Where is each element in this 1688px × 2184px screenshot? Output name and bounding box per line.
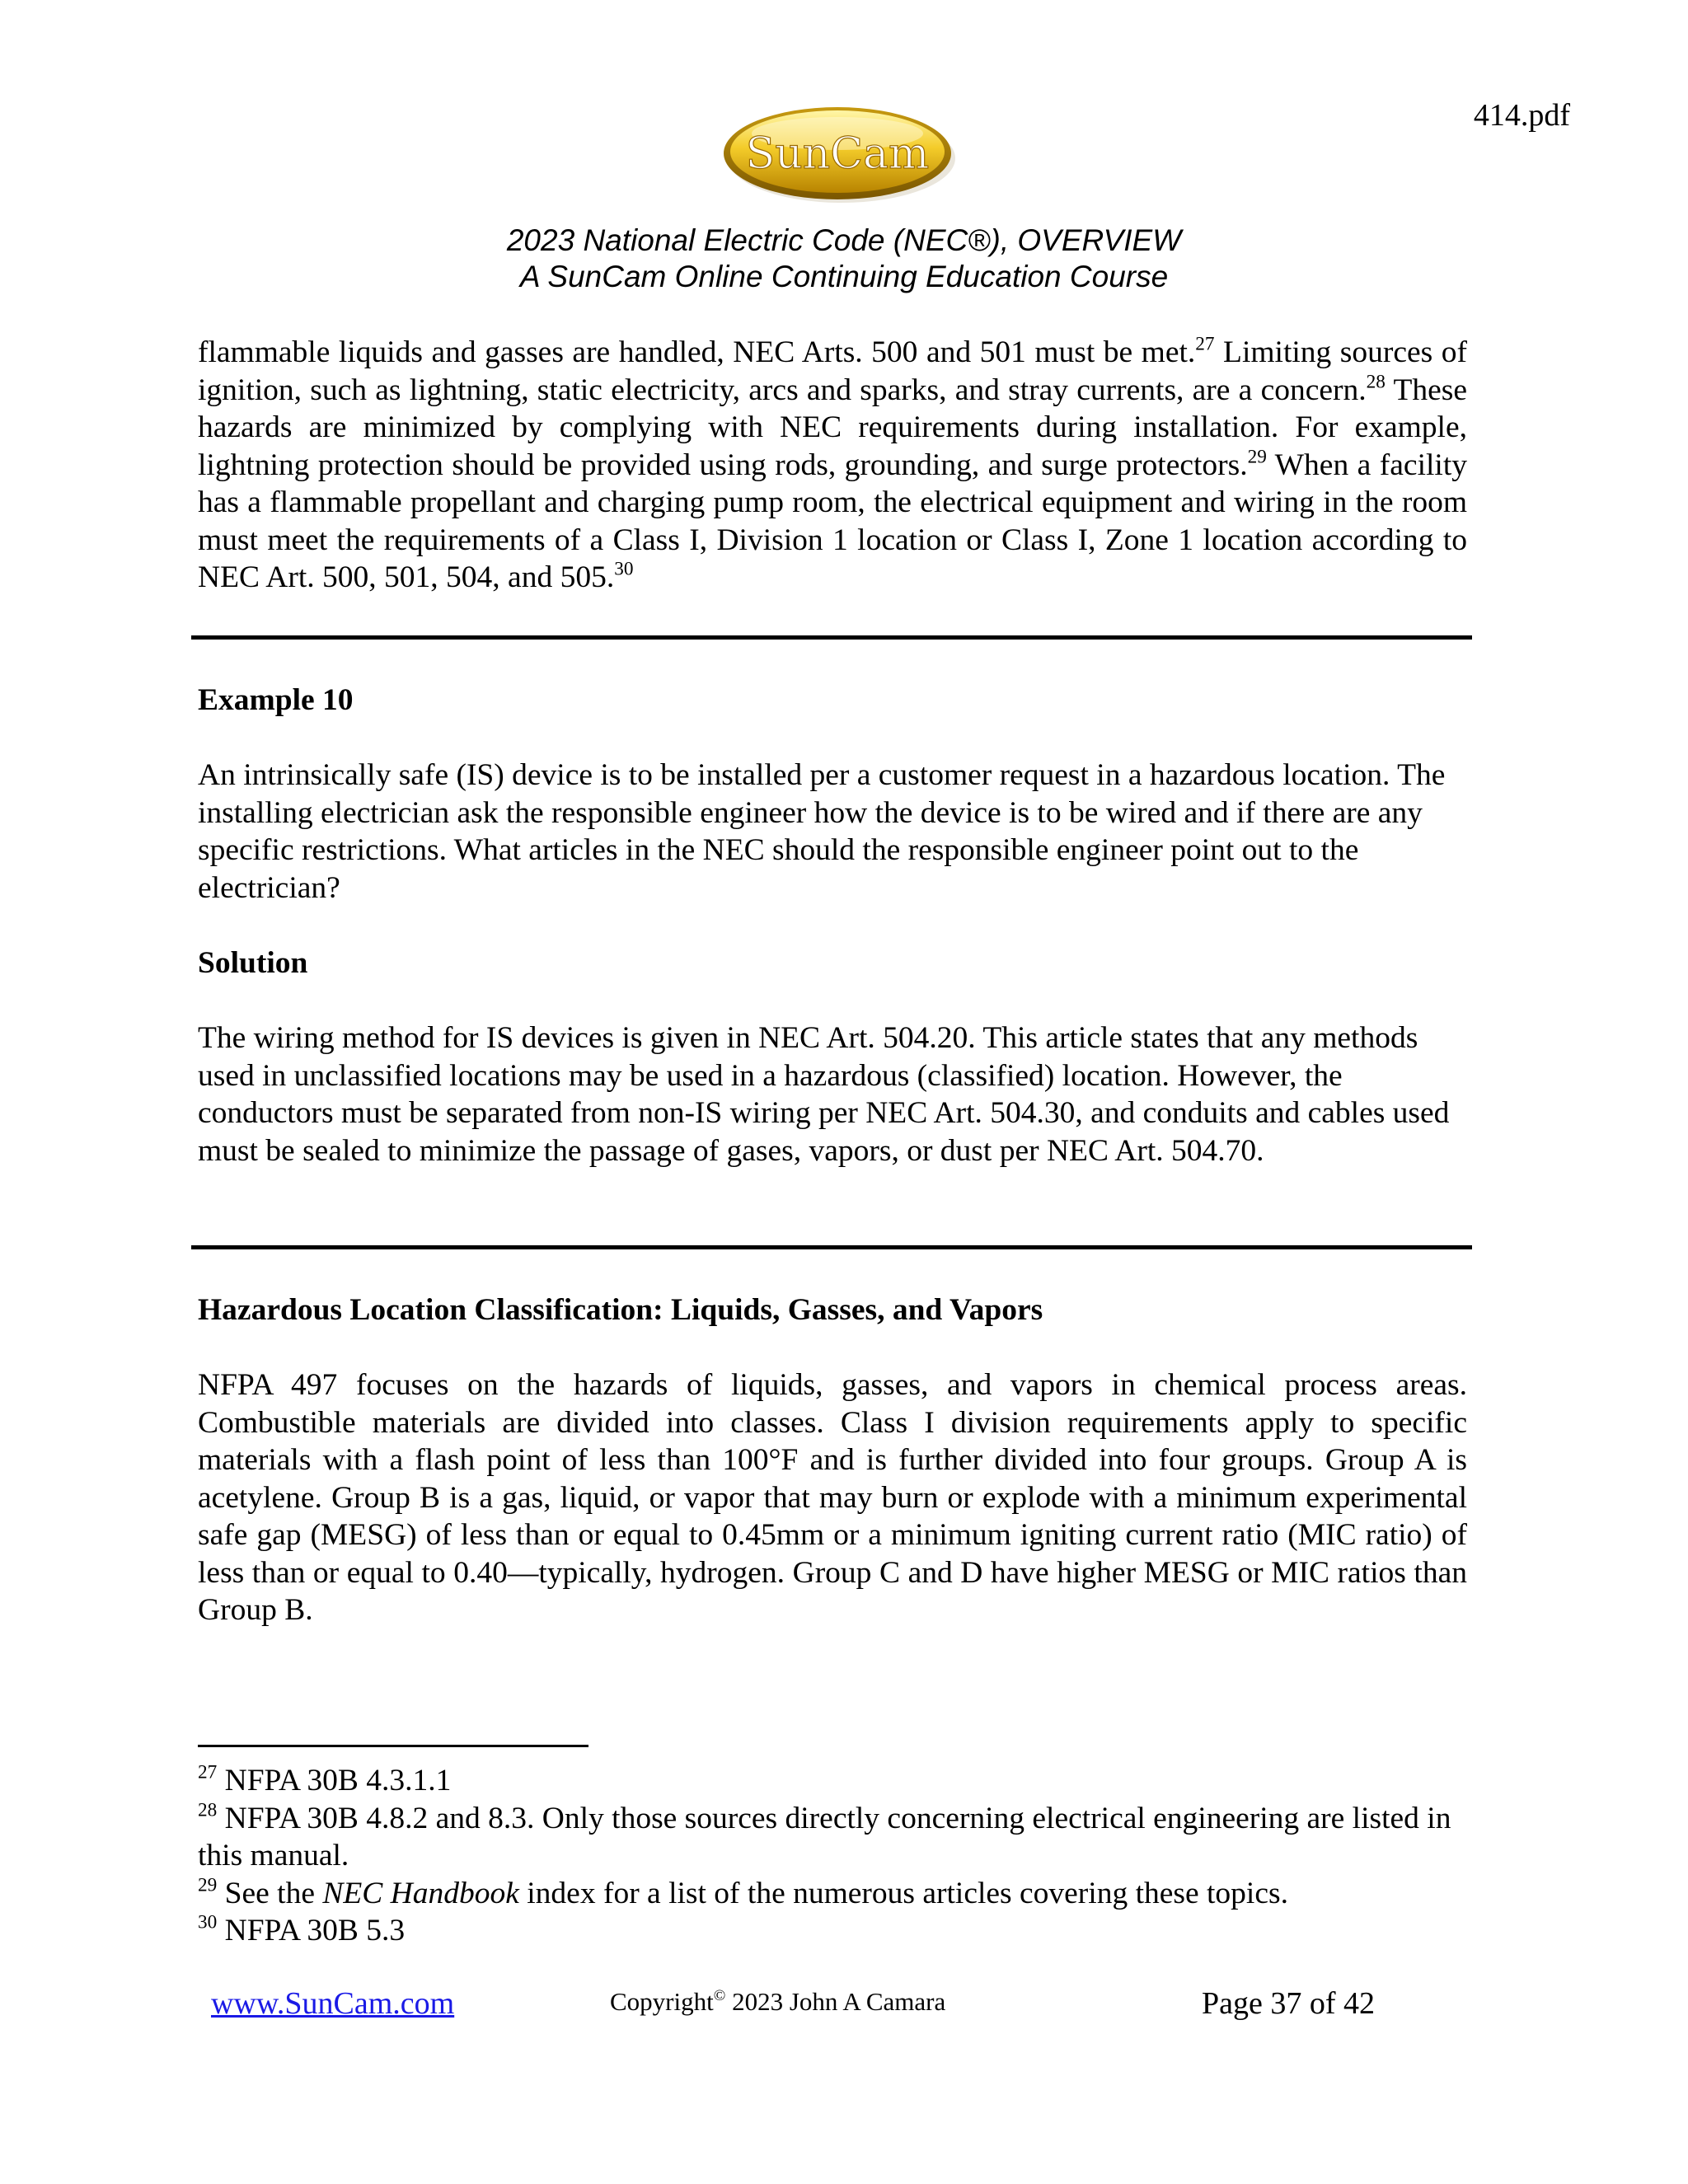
footnote-ref: 29	[1247, 446, 1267, 468]
example-question: An intrinsically safe (IS) device is to be installed per a customer request in a hazardous location. The installing electrician ask the responsible engineer how the device is to be wired and if there are any specific restrictions. What articles in the NEC should the responsible engineer point out to the electrician?	[198, 758, 1446, 905]
file-name: 414.pdf	[1473, 98, 1570, 133]
logo-text: SunCam	[745, 129, 930, 179]
footnote-ref: 27	[1195, 333, 1215, 355]
suncam-logo	[720, 102, 959, 206]
footnote-28: $^{28}$ NFPA 30B 4.8.2 and 8.3. Only those sources directly concerning electrical engineering are listed in this manual.	[198, 1799, 1451, 1872]
footnote-ref: 28	[1366, 371, 1386, 393]
intro-text: These hazards are minimized by complying with NEC requirements during installation. For example, lightning protection should be provided using rods, grounding, and surge protectors.	[198, 373, 1467, 482]
course-subtitle: A SunCam Online Continuing Education Course	[519, 260, 1169, 293]
footnotes	[198, 1762, 1467, 1950]
footnote-27: $^{27}$ NFPA 30B 4.3.1.1	[198, 1761, 452, 1797]
intro-text: When a facility has a flammable propellant and charging pump room, the electrical equipment and wiring in the room must meet the requirements of a Class I, Division 1 location or Class I, Zone 1 location according to NEC Art. 500, 501, 504, and 505.	[198, 448, 1467, 594]
page-number: Page 37 of 42	[1202, 1986, 1376, 2021]
section-body: NFPA 497 focuses on the hazards of liquids, gasses, and vapors in chemical process areas. Combustible materials are divided into classes. Class I division requirements apply to specific materials with a flash point of less than 100°F and is further divided into four groups. Group A is acetylene. Group B is a gas, liquid, or vapor that may burn or explode with a minimum experimental safe gap (MESG) of less than or equal to 0.45mm or a minimum igniting current ratio (MIC ratio) of less than or equal to 0.40—typically, hydrogen. Group C and D have higher MESG or MIC ratios than Group B.	[198, 1368, 1467, 1627]
example-heading: Example 10	[198, 683, 354, 717]
footnote-30: $^{30}$ NFPA 30B 5.3	[198, 1911, 406, 1947]
footnote-ref: 30	[614, 558, 634, 580]
solution-text: The wiring method for IS devices is given in NEC Art. 504.20. This article states that any methods used in unclassified locations may be used in a hazardous (classified) location. However, the conductors must be separated from non-IS wiring per NEC Art. 504.30, and conduits and cables used must be sealed to minimize the passage of gases, vapors, or dust per NEC Art. 504.70.	[198, 1021, 1450, 1168]
intro-text: Limiting sources of ignition, such as lightning, static electricity, arcs and sparks, and stray currents, are a concern.	[198, 335, 1467, 407]
section-divider	[191, 1245, 1472, 1249]
solution-heading: Solution	[198, 946, 308, 980]
course-header	[0, 223, 1688, 295]
course-title: 2023 National Electric Code (NEC®), OVERVIEW	[506, 223, 1182, 257]
footnote-29: $^{29}$ See the NEC Handbook index for a list of the numerous articles covering these topics.	[198, 1874, 1288, 1910]
copyright: Copyright© 2023 John A Camara	[610, 1987, 946, 2016]
section-divider	[191, 635, 1472, 640]
website-link[interactable]: www.SunCam.com	[211, 1986, 455, 2021]
intro-paragraph	[198, 334, 1467, 597]
footnote-divider	[198, 1745, 588, 1747]
intro-text: flammable liquids and gasses are handled, NEC Arts. 500 and 501 must be met.	[198, 335, 1196, 369]
section-heading: Hazardous Location Classification: Liquids, Gasses, and Vapors	[198, 1293, 1043, 1327]
